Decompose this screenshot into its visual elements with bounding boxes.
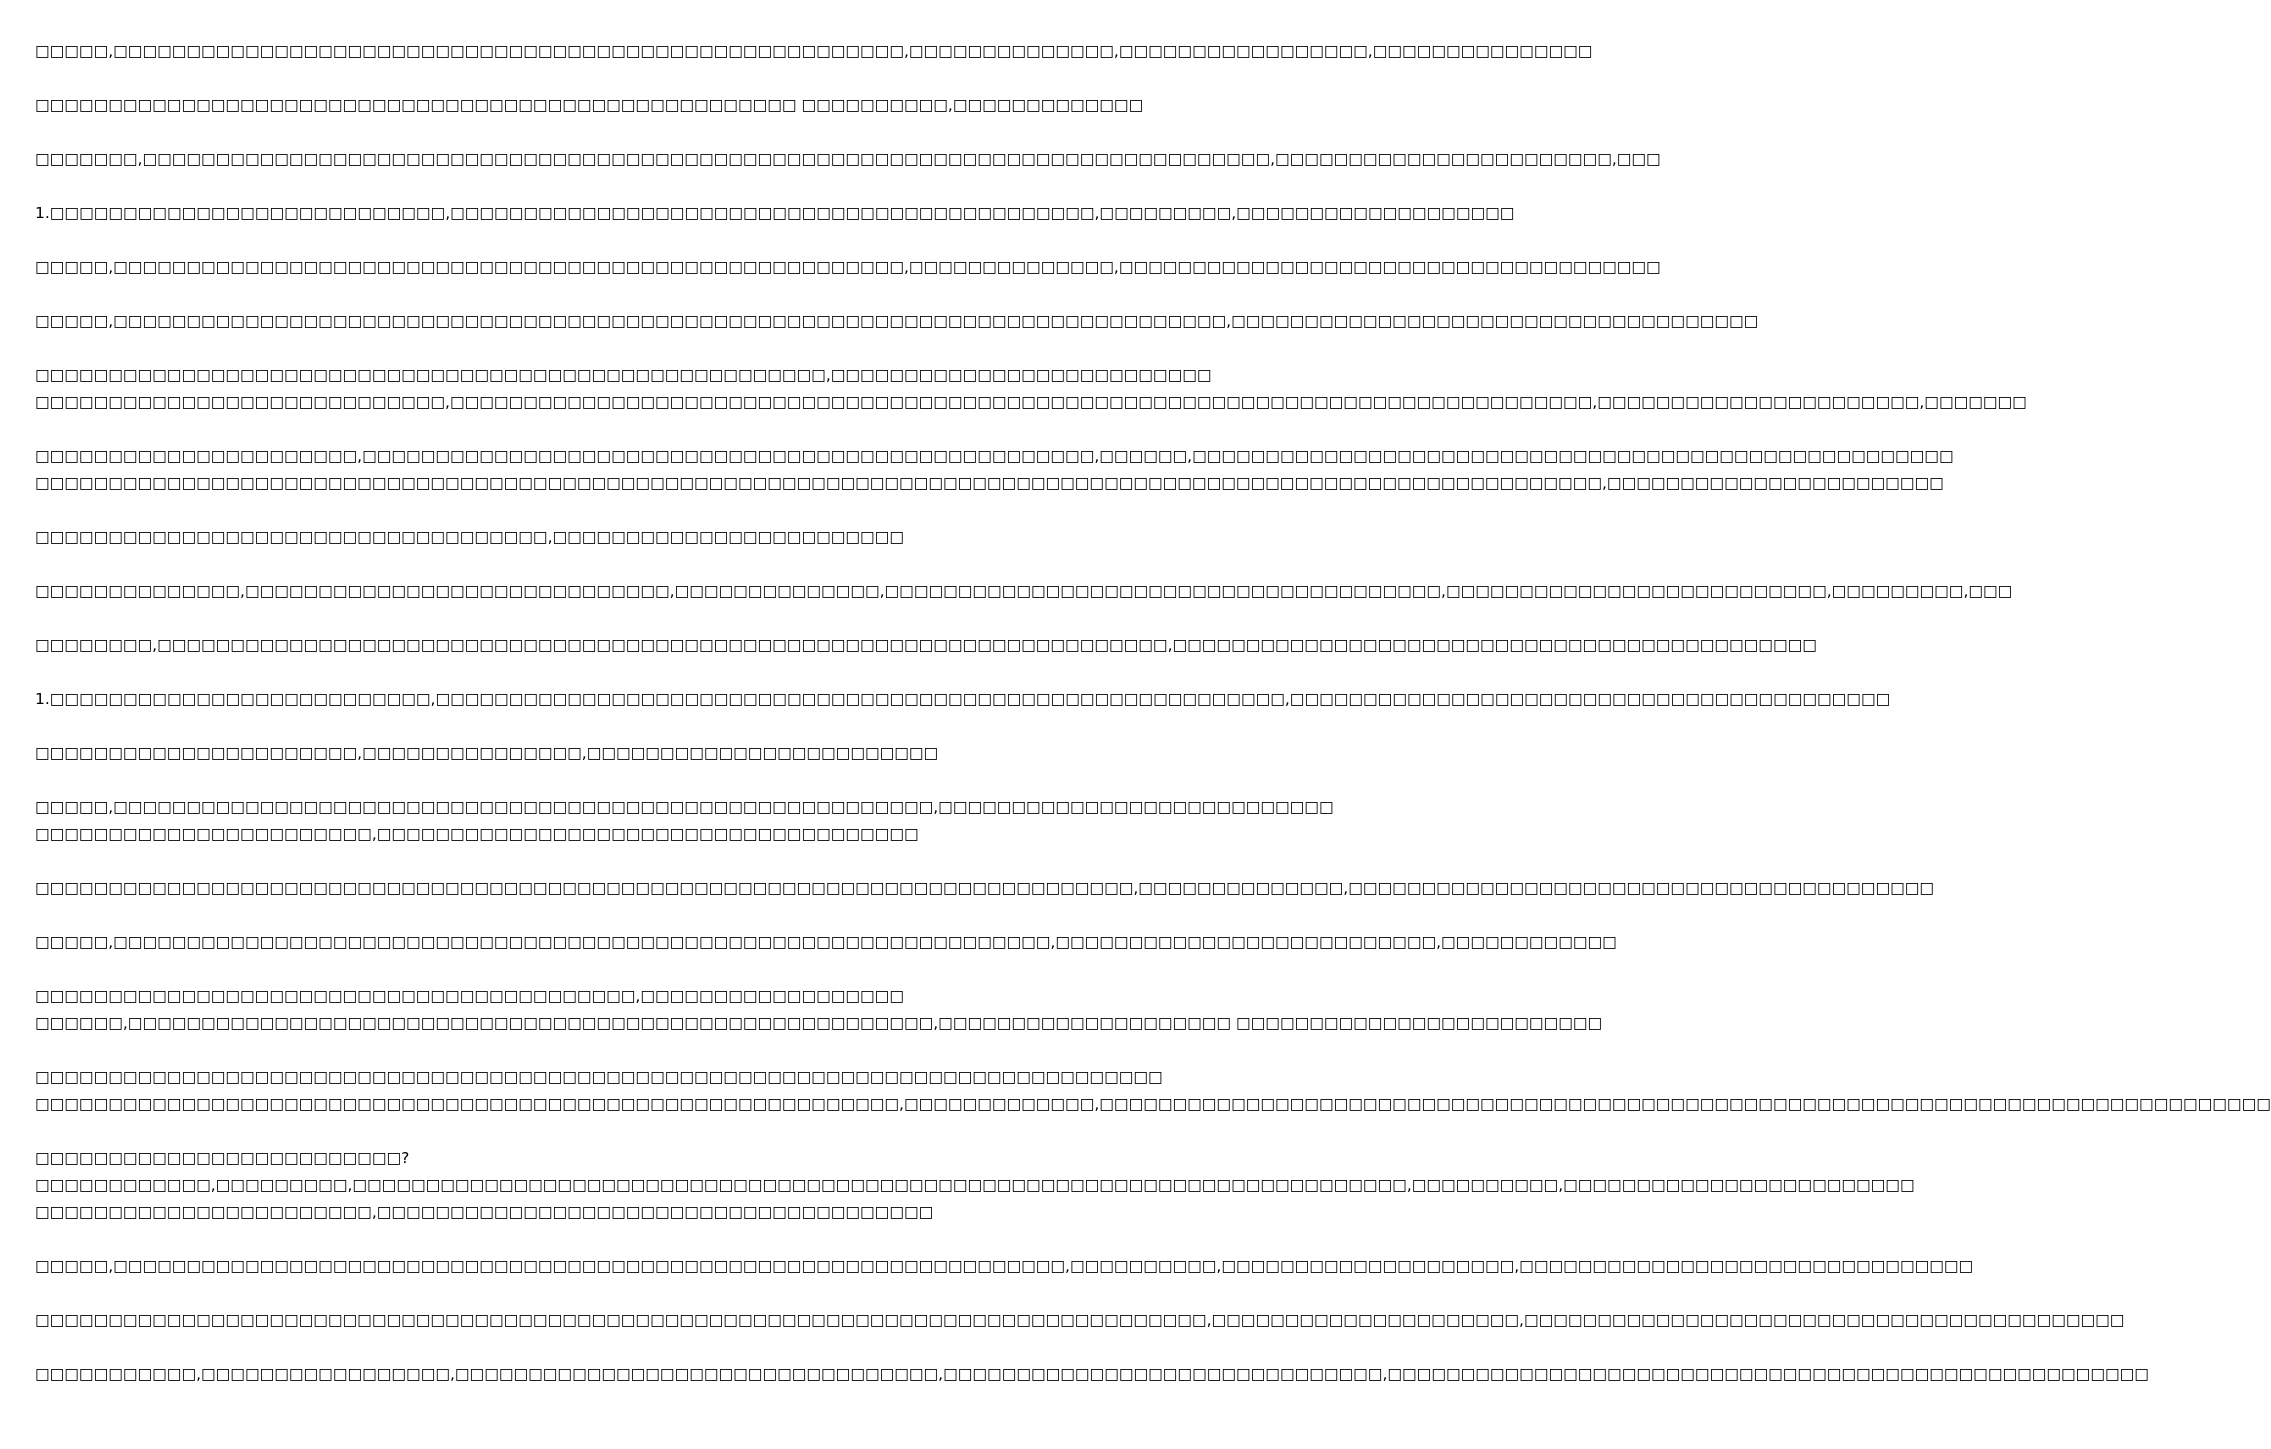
paragraph bbox=[35, 92, 1144, 119]
paragraph-line: □□□□□□□□□□□□□□□□□□□□□□□□□□□□□□□□□□□□□□□□□□□□□□□□□□□□□□□□□□□□□□□□□□□□□□□□□□□,□□□□□□□□□□□□□□,□□□□□□□□□□□□□□□□□□□□□□□□□□□□□□□□□□□□□□□□ bbox=[35, 879, 1935, 897]
paragraph-line: □□□□□□□□□□□□□□□□□□□□□□,□□□□□□□□□□□□□□□□□□□□□□□□□□□□□□□□□□□□□□□□□□□□□□□□□□,□□□□□□,□□□□□□□□□□□□□□□□□□□□□□□□□□□□□□□□□□□□□□□□□□□□□□□□□□□□ bbox=[35, 447, 1954, 465]
paragraph-line: 1.□□□□□□□□□□□□□□□□□□□□□□□□□□□,□□□□□□□□□□□□□□□□□□□□□□□□□□□□□□□□□□□□□□□□□□□□,□□□□□□□□□,□□□□□□□□□□□□□□□□□□□ bbox=[35, 204, 1515, 222]
paragraph-line: □□□□□□□□□□□□□□,□□□□□□□□□□□□□□□□□□□□□□□□□□□□□,□□□□□□□□□□□□□□,□□□□□□□□□□□□□□□□□□□□□□□□□□□□□□□□□□□□□□,□□□□□□□□□□□□□□□□□□□□□□□□□□,□□□□□□□□□,□□□ bbox=[35, 582, 2013, 600]
paragraph bbox=[35, 1361, 2149, 1388]
paragraph bbox=[35, 443, 1954, 497]
paragraph-line: □□□□□,□□□□□□□□□□□□□□□□□□□□□□□□□□□□□□□□□□□□□□□□□□□□□□□□□□□□□□□□□□□□□□□□□,□□□□□□□□□□,□□□□□□□□□□□□□□□□□□□□,□□□□□□□□□□□□□□□□□□□□□□□□□□□□□□□ bbox=[35, 1257, 1974, 1275]
paragraph bbox=[35, 794, 1334, 848]
paragraph bbox=[35, 146, 1661, 173]
paragraph bbox=[35, 929, 1617, 956]
paragraph-line: □□□□□,□□□□□□□□□□□□□□□□□□□□□□□□□□□□□□□□□□□□□□□□□□□□□□□□□□□□□□□□□□□□□□□□□□□□□□□□□□□□,□□□□□□□□□□□□□□□□□□□□□□□□□□□□□□□□□□□□ bbox=[35, 312, 1759, 330]
paragraph-line: □□□□□□□□□□□□□□□□□□□□□□□□□□□□□□□□□□□,□□□□□□□□□□□□□□□□□□□□□□□□ bbox=[35, 528, 904, 546]
paragraph-line: □□□□□,□□□□□□□□□□□□□□□□□□□□□□□□□□□□□□□□□□□□□□□□□□□□□□□□□□□□□□,□□□□□□□□□□□□□□,□□□□□□□□□□□□□□□□□□□□□□□□□□□□□□□□□□□□□ bbox=[35, 258, 1661, 276]
paragraph-line: □□□□□□□□□□□□,□□□□□□□□□,□□□□□□□□□□□□□□□□□□□□□□□□□□□□□□□□□□□□□□□□□□□□□□□□□□□□□□□□□□□□□□□□□□□□□□□□,□□□□□□□□□□,□□□□□□□□□□□□□□□□□□□□□□□□ bbox=[35, 1176, 1915, 1194]
paragraph-line: □□□□□□□□,□□□□□□□□□□□□□□□□□□□□□□□□□□□□□□□□□□□□□□□□□□□□□□□□□□□□□□□□□□□□□□□□□□□□□,□□□□□□□□□□□□□□□□□□□□□□□□□□□□□□□□□□□□□□□□□□□□ bbox=[35, 636, 1817, 654]
paragraph-line: □□□□□□□□□□□□□□□□□□□□□□□□□? bbox=[35, 1149, 410, 1167]
paragraph-line: □□□□□□□□□□□□□□□□□□□□□□□□□□□□□□□□□□□□□□□□□□□□□□□□□□□□□□□□□□□□□□□□□□□□□□□□□□□□□□□□□□□□□□□□□□□□□□□□□□□□□□□□□□□,□□□□□□□□□□□□□□□□□□□□□□□ bbox=[35, 474, 1944, 492]
paragraph bbox=[35, 983, 1603, 1037]
paragraph-line: □□□□□□□□□□□□□□□□□□□□□□□□□□□□□□□□□□□□□□□□□□□□□□□□□□□□ □□□□□□□□□□,□□□□□□□□□□□□□ bbox=[35, 96, 1144, 114]
paragraph-line: □□□□□,□□□□□□□□□□□□□□□□□□□□□□□□□□□□□□□□□□□□□□□□□□□□□□□□□□□□□□□□□□□□□□□□,□□□□□□□□□□□□□□□□□□□□□□□□□□,□□□□□□□□□□□□ bbox=[35, 933, 1617, 951]
paragraph bbox=[35, 254, 1661, 281]
paragraph-line: □□□□□□□,□□□□□□□□□□□□□□□□□□□□□□□□□□□□□□□□□□□□□□□□□□□□□□□□□□□□□□□□□□□□□□□□□□□□□□□□□□□□□,□□□□□□□□□□□□□□□□□□□□□□□,□□□ bbox=[35, 150, 1661, 168]
paragraph bbox=[35, 632, 1817, 659]
paragraph bbox=[35, 875, 1935, 902]
paragraph-line: □□□□□□□□□□□□□□□□□□□□□□□,□□□□□□□□□□□□□□□□□□□□□□□□□□□□□□□□□□□□□ bbox=[35, 825, 919, 843]
paragraph bbox=[35, 1307, 2125, 1334]
paragraph-line: □□□□□□□□□□□□□□□□□□□□□□□□□□□□□□□□□□□□□□□□□□□□□□□□□□□□□□□□□□□□□□□□□□□□□□□□□□□□□□□□,□□□□□□□□□□□□□□□□□□□□□,□□□□□□□□□□□□□□□□□□□□□□□□□□□□□□□□□□□□□□□□□ bbox=[35, 1311, 2125, 1329]
paragraph bbox=[35, 308, 1759, 335]
paragraph bbox=[35, 578, 2013, 605]
paragraph-line: □□□□□□□□□□□□□□□□□□□□□□□□□□□□□□□□□□□□□□□□□□□□□□□□□□□□□□□□□□□,□□□□□□□□□□□□□,□□□□□□□□□□□□□□□□□□□□□□□□□□□□□□□□□□□□□□□□□□□□□□□□□□□□□□□□□□□□□□□□□□□□□□□□□□□□□□□□ bbox=[35, 1095, 2271, 1113]
paragraph bbox=[35, 200, 1515, 227]
paragraph bbox=[35, 1064, 2271, 1118]
paragraph bbox=[35, 686, 1891, 713]
paragraph-line: □□□□□□□□□□□□□□□□□□□□□□,□□□□□□□□□□□□□□□,□□□□□□□□□□□□□□□□□□□□□□□□ bbox=[35, 744, 939, 762]
paragraph-line: □□□□□,□□□□□□□□□□□□□□□□□□□□□□□□□□□□□□□□□□□□□□□□□□□□□□□□□□□□□□□□,□□□□□□□□□□□□□□□□□□□□□□□□□□□ bbox=[35, 798, 1334, 816]
paragraph bbox=[35, 524, 990, 551]
paragraph-line: 1.□□□□□□□□□□□□□□□□□□□□□□□□□□,□□□□□□□□□□□□□□□□□□□□□□□□□□□□□□□□□□□□□□□□□□□□□□□□□□□□□□□□□□,□□□□□□□□□□□□□□□□□□□□□□□□□□□□□□□□□□□□□□□□□ bbox=[35, 690, 1891, 708]
paragraph bbox=[35, 1253, 1974, 1280]
paragraph-line: □□□□□□□□□□□□□□□□□□□□□□□□□□□□□□□□□□□□□□□□□□□□□□□□□□□□□□□□□□□□□□□□□□□□□□□□□□□□□ bbox=[35, 1068, 1163, 1086]
paragraph-line: □□□□□□□□□□□□□□□□□□□□□□□□□□□□□□□□□□□□□□□□□,□□□□□□□□□□□□□□□□□□ bbox=[35, 987, 904, 1005]
paragraph bbox=[35, 362, 2027, 416]
paragraph-line: □□□□□□□□□□□,□□□□□□□□□□□□□□□□□,□□□□□□□□□□□□□□□□□□□□□□□□□□□□□□□□□,□□□□□□□□□□□□□□□□□□□□□□□□□□□□□□,□□□□□□□□□□□□□□□□□□□□□□□□□□□□□□□□□□□□□□□□□□□□□□□□□□□□ bbox=[35, 1365, 2149, 1383]
paragraph-line: □□□□□□□□□□□□□□□□□□□□□□□□□□□□□□□□□□□□□□□□□□□□□□□□□□□□□□,□□□□□□□□□□□□□□□□□□□□□□□□□□ bbox=[35, 366, 1212, 384]
paragraph bbox=[35, 1145, 1915, 1226]
paragraph bbox=[35, 38, 1593, 65]
paragraph-line: □□□□□□,□□□□□□□□□□□□□□□□□□□□□□□□□□□□□□□□□□□□□□□□□□□□□□□□□□□□□□□,□□□□□□□□□□□□□□□□□□□□ □□□□□□□□□□□□□□□□□□□□□□□□□ bbox=[35, 1014, 1603, 1032]
paragraph bbox=[35, 740, 990, 767]
paragraph-line: □□□□□,□□□□□□□□□□□□□□□□□□□□□□□□□□□□□□□□□□□□□□□□□□□□□□□□□□□□□□,□□□□□□□□□□□□□□,□□□□□□□□□□□□□□□□□,□□□□□□□□□□□□□□□ bbox=[35, 42, 1593, 60]
paragraph-line: □□□□□□□□□□□□□□□□□□□□□□□,□□□□□□□□□□□□□□□□□□□□□□□□□□□□□□□□□□□□□□ bbox=[35, 1203, 934, 1221]
paragraph-line: □□□□□□□□□□□□□□□□□□□□□□□□□□□□,□□□□□□□□□□□□□□□□□□□□□□□□□□□□□□□□□□□□□□□□□□□□□□□□□□□□□□□□□□□□□□□□□□□□□□□□□□□□□□,□□□□□□□□□□□□□□□□□□□□□□,□□□□□□□ bbox=[35, 393, 2027, 411]
document-body bbox=[35, 38, 2271, 1415]
